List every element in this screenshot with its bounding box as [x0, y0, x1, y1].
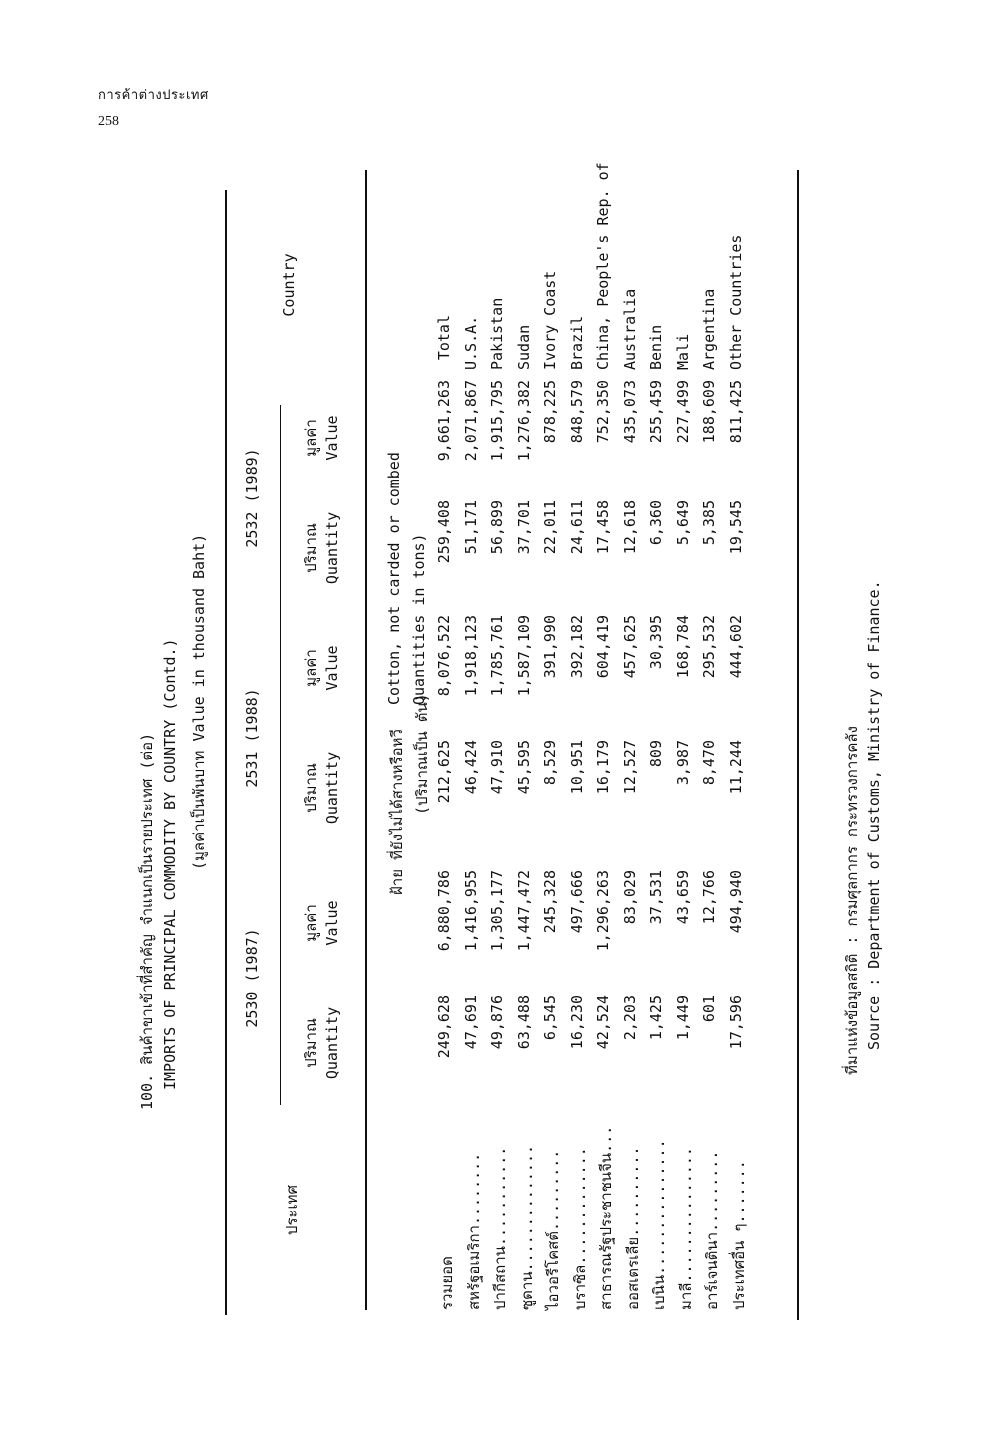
cell-v89: 848,579 — [567, 380, 586, 444]
cell-q88: 3,987 — [673, 740, 692, 786]
qty-th-1989: ปริมาณ — [302, 523, 320, 573]
cell-v88: 391,990 — [541, 615, 559, 679]
cell-q88: 8,470 — [700, 740, 718, 786]
cell-q87: 601 — [700, 995, 718, 1023]
cell-v87: 37,531 — [647, 870, 665, 925]
cell-en: Mali — [673, 333, 692, 370]
cell-v88: 30,395 — [647, 615, 665, 670]
cell-v89: 752,350 — [594, 380, 612, 444]
cell-v87: 1,305,177 — [488, 870, 506, 952]
cell-v88: 8,076,522 — [435, 615, 453, 697]
cell-q88: 45,595 — [514, 740, 533, 795]
cell-v87: 12,766 — [700, 870, 718, 925]
cell-v87: 83,029 — [620, 870, 639, 925]
cell-th: บราซิล............. — [570, 1147, 589, 1310]
cell-v89: 9,661,263 — [435, 380, 453, 462]
section-header: การค้าต่างประเทศ — [98, 87, 209, 102]
cell-en: Benin — [647, 324, 665, 370]
cell-q87: 17,596 — [726, 995, 745, 1050]
cell-th: ออสเตรเลีย.......... — [623, 1146, 642, 1310]
cell-q89: 22,011 — [541, 500, 559, 555]
cell-th: สหรัฐอเมริกา........ — [464, 1152, 483, 1310]
cell-th: มาลี............... — [676, 1147, 695, 1310]
year-header-1987: 2530 (1987) — [243, 928, 261, 1028]
cell-v88: 392,182 — [567, 615, 586, 679]
cell-q87: 249,628 — [435, 995, 453, 1059]
cell-en: U.S.A. — [461, 315, 480, 370]
country-header-thai: ประเทศ — [283, 1184, 301, 1236]
cell-v87: 1,416,955 — [461, 870, 480, 952]
cell-th: ไอวอรีโคสต์......... — [544, 1149, 562, 1310]
cell-q88: 12,527 — [620, 740, 639, 795]
cell-en: China, People's Rep. of — [594, 162, 612, 370]
cell-en: Pakistan — [488, 297, 506, 370]
cell-en: Argentina — [700, 288, 718, 370]
cell-th: อาร์เจนตินา......... — [703, 1150, 721, 1310]
cell-v89: 2,071,867 — [461, 380, 480, 462]
cell-q89: 6,360 — [647, 500, 665, 546]
cell-v87: 494,940 — [726, 870, 745, 934]
cell-q87: 6,545 — [541, 995, 559, 1041]
cell-en: Ivory Coast — [541, 270, 559, 370]
cell-q88: 11,244 — [726, 740, 745, 795]
cell-v89: 255,459 — [647, 380, 665, 444]
cell-v87: 497,666 — [567, 870, 586, 934]
commodity-thai-unit: (ปริมาณเป็น ตัน) — [413, 693, 431, 815]
cell-th: เบนิน............... — [650, 1139, 668, 1310]
source-thai: ที่มาแห่งข้อมูลสถิติ : กรมศุลกากร กระทรวงการคลัง — [843, 726, 861, 1075]
cell-q87: 47,691 — [461, 995, 480, 1050]
val-th-1989: มูลค่า — [302, 419, 320, 457]
cell-q87: 1,425 — [647, 995, 665, 1041]
cell-q89: 5,649 — [673, 500, 692, 546]
cell-q89: 17,458 — [594, 500, 612, 555]
val-en-1987: Value — [323, 900, 341, 946]
year-header-1989: 2532 (1989) — [243, 448, 261, 548]
cell-th: รวมยอด — [438, 1256, 456, 1310]
cell-v88: 1,587,109 — [514, 615, 533, 697]
cell-q88: 8,529 — [541, 740, 559, 786]
cell-v89: 1,276,382 — [514, 380, 533, 462]
cell-q89: 5,385 — [700, 500, 718, 546]
cell-q89: 51,171 — [461, 500, 480, 555]
cell-th: ซูดาน.............. — [517, 1144, 536, 1310]
cell-q88: 212,625 — [435, 740, 453, 804]
commodity-english-unit: Quantities in tons) — [410, 533, 428, 705]
qty-en-1988: Quantity — [323, 751, 341, 825]
cell-v87: 1,296,263 — [594, 870, 612, 952]
cell-q88: 809 — [647, 740, 665, 768]
cell-q89: 259,408 — [435, 500, 453, 564]
cell-v88: 1,785,761 — [488, 615, 506, 697]
cell-q88: 10,951 — [567, 740, 586, 795]
table-title-english: IMPORTS OF PRINCIPAL COMMODITY BY COUNTRY (Contd.) — [161, 638, 179, 1090]
cell-v89: 188,609 — [700, 380, 718, 444]
cell-v89: 811,425 — [726, 380, 745, 444]
qty-th-1987: ปริมาณ — [302, 1018, 320, 1068]
cell-q87: 1,449 — [673, 995, 692, 1041]
val-th-1988: มูลค่า — [302, 649, 320, 687]
cell-v89: 227,499 — [673, 380, 692, 444]
cell-q87: 49,876 — [488, 995, 506, 1050]
cell-q89: 19,545 — [726, 500, 745, 555]
cell-en: Other Countries — [726, 234, 745, 370]
cell-th: ประเทศอื่น ๆ....... — [729, 1160, 748, 1310]
cell-v88: 295,532 — [700, 615, 718, 679]
cell-q89: 24,611 — [567, 500, 586, 555]
cell-q89: 56,899 — [488, 500, 506, 555]
cell-th: ปากีสถาน........... — [491, 1146, 509, 1310]
cell-v87: 1,447,472 — [514, 870, 533, 952]
qty-th-1988: ปริมาณ — [302, 763, 320, 813]
cell-v89: 435,073 — [620, 380, 639, 444]
cell-en: Brazil — [567, 315, 586, 370]
cell-q88: 47,910 — [488, 740, 506, 795]
cell-en: Australia — [620, 288, 639, 370]
cell-q87: 16,230 — [567, 995, 586, 1050]
val-en-1989: Value — [323, 415, 341, 461]
year-header-1988: 2531 (1988) — [243, 688, 261, 788]
cell-v88: 444,602 — [726, 615, 745, 679]
cell-v88: 457,625 — [620, 615, 639, 679]
cell-q89: 37,701 — [514, 500, 533, 555]
commodity-thai: ฝ้าย ที่ยังไม่ได้สางหรือหวี — [388, 729, 406, 895]
table-unit-note: (มูลค่าเป็นพันบาท Value in thousand Baht) — [190, 533, 208, 870]
commodity-english: Cotton, not carded or combed — [385, 452, 403, 705]
cell-q87: 2,203 — [620, 995, 639, 1041]
cell-v89: 878,225 — [541, 380, 559, 444]
cell-v87: 245,328 — [541, 870, 559, 934]
cell-v88: 168,784 — [673, 615, 692, 679]
cell-v89: 1,915,795 — [488, 380, 506, 462]
cell-q87: 42,524 — [594, 995, 612, 1050]
country-header-english: Country — [280, 253, 298, 317]
cell-en: Sudan — [514, 324, 533, 370]
cell-q88: 46,424 — [461, 740, 480, 795]
cell-en: Total — [435, 315, 453, 361]
cell-v88: 1,918,123 — [461, 615, 480, 697]
cell-v87: 6,880,786 — [435, 870, 453, 952]
cell-q89: 12,618 — [620, 500, 639, 555]
cell-q87: 63,488 — [514, 995, 533, 1050]
cell-v87: 43,659 — [673, 870, 692, 925]
cell-q88: 16,179 — [594, 740, 612, 795]
cell-v88: 604,419 — [594, 615, 612, 679]
page-number: 258 — [98, 114, 119, 129]
source-english: Source : Department of Customs, Ministry of Finance. — [865, 580, 883, 1050]
cell-th: สาธารณรัฐประชาชนจีน... — [597, 1125, 615, 1310]
qty-en-1987: Quantity — [323, 1006, 341, 1080]
val-th-1987: มูลค่า — [302, 904, 320, 942]
qty-en-1989: Quantity — [323, 511, 341, 585]
source-block — [125, 80, 990, 1330]
val-en-1988: Value — [323, 645, 341, 691]
table-title-thai: 100. สินค้าขาเข้าที่สำคัญ จำแนกเป็นรายประเทศ (ต่อ) — [138, 732, 156, 1110]
